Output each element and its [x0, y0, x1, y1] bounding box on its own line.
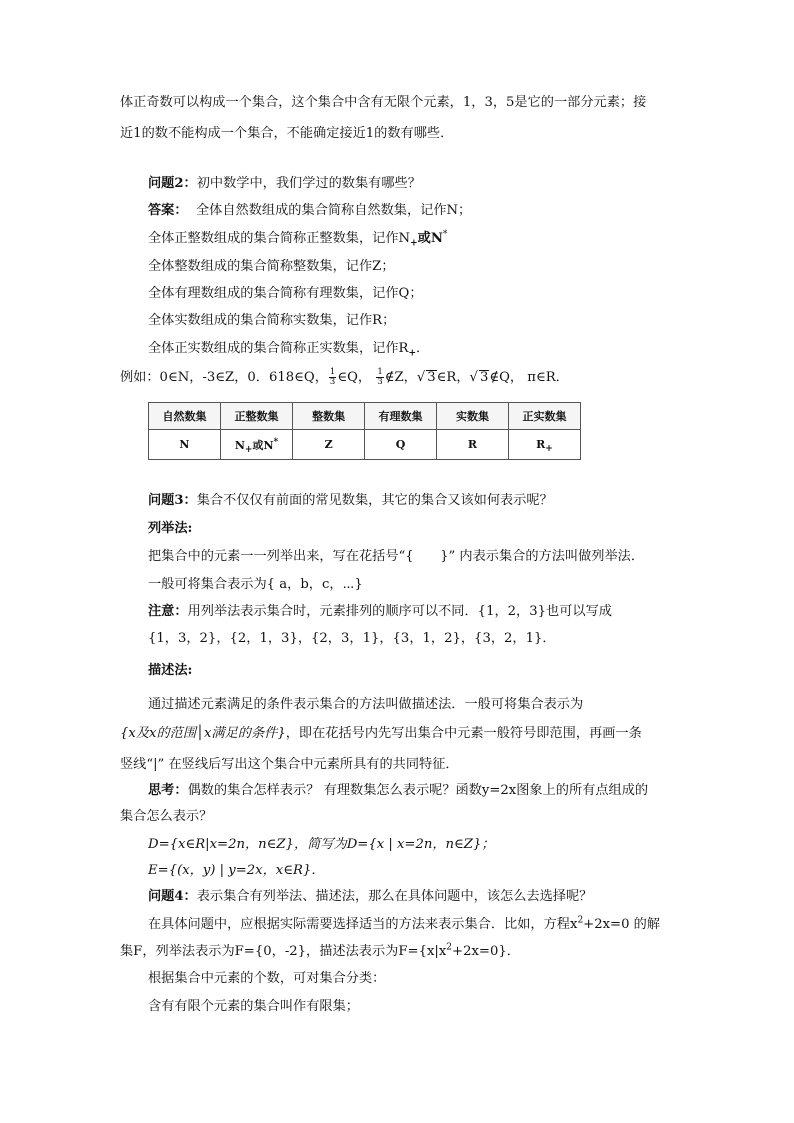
- table-cell: Q: [365, 430, 437, 460]
- fraction-one-third-2: [376, 368, 383, 387]
- permutations-line: {1，3，2}，{2，1，3}，{2，3，1}，{3，1，2}，{3，2，1}．: [148, 631, 556, 646]
- think-text: 偶数的集合怎样表示？ 有理数集怎么表示呢？函数y=2x图象上的所有点组成的: [187, 783, 649, 798]
- example-part-d: ∈R，: [436, 370, 470, 385]
- question-2-text: 初中数学中，我们学过的数集有哪些？: [196, 176, 421, 191]
- number-sets-table: [148, 402, 581, 460]
- question-3-text: 集合不仅仅有前面的常见数集，其它的集合又该如何表示呢？: [196, 493, 553, 508]
- answer-text: 全体自然数组成的集合简称自然数集，记作N；: [195, 203, 472, 218]
- table-header-row: [149, 403, 581, 430]
- think-label: 思考：: [148, 783, 188, 798]
- q4-paragraph-1: [148, 916, 660, 934]
- star-superscript: *: [442, 229, 448, 240]
- question-3-label: 问题3：: [148, 493, 197, 508]
- answer-line: [148, 202, 471, 220]
- table-cell: R: [437, 430, 509, 460]
- question-4-label: 问题4：: [148, 889, 197, 904]
- sqrt-three-2: 3: [479, 370, 489, 385]
- sqrt-three: 3: [427, 370, 436, 385]
- table-header-cell: 整数集: [293, 403, 365, 430]
- positive-integer-line: [148, 230, 447, 248]
- table-header-cell: 正实数集: [508, 403, 580, 430]
- note-label: 注意：: [148, 604, 188, 619]
- table-row: [149, 430, 581, 460]
- rational-line: 全体有理数组成的集合简称有理数集，记作Q；: [148, 286, 423, 301]
- table-or-n: 或N: [252, 438, 274, 452]
- example-part-e: ∉Q， π∈R．: [489, 370, 569, 385]
- table-cell-positive-integer: [220, 430, 292, 460]
- question-3: [148, 492, 553, 510]
- description-line-3: 竖线“|” 在竖线后写出这个集合中元素所具有的共同特征．: [120, 757, 459, 772]
- q4-p1-text: 在具体问题中，应根据实际需要选择适当的方法来表示集合．比如，方程x: [148, 917, 578, 932]
- fraction-numerator: 1: [329, 367, 336, 377]
- description-line-2: [120, 725, 642, 743]
- q4-p2-end: +2x=0}．: [452, 944, 520, 959]
- table-header-cell: 实数集: [437, 403, 509, 430]
- square-superscript-2: 2: [446, 942, 453, 953]
- example-part-b: ∈Q，: [337, 370, 372, 385]
- question-2: [148, 175, 421, 193]
- set-e-definition: E={(x，y) | y=2x，x∈R}．: [148, 863, 325, 878]
- square-superscript: 2: [577, 915, 584, 926]
- intro-line-1: 体正奇数可以构成一个集合，这个集合中含有无限个元素，1，3，5是它的一部分元素；接: [120, 95, 647, 110]
- plus-subscript: +: [410, 238, 418, 249]
- answer-label: 答案：: [148, 203, 188, 218]
- or-n-text: 或N: [417, 231, 443, 246]
- positive-real-line: [148, 340, 429, 358]
- period: ．: [416, 341, 430, 356]
- plus-subscript-r: +: [408, 348, 417, 359]
- table-cell: N: [149, 430, 221, 460]
- example-part-c: ∉Z，: [384, 370, 417, 385]
- table-cell-r: R: [536, 438, 546, 451]
- set-builder-form: {x及x的范围│x满足的条件}: [120, 726, 286, 741]
- positive-integer-text: 全体正整数组成的集合简称正整数集，记作N: [148, 231, 411, 246]
- q4-p2-text: 集F，列举法表示为F={0，-2}，描述法表示为F={x|x: [120, 944, 447, 959]
- note-text: 用列举法表示集合时，元素排列的顺序可以不同．{1，2，3}也可以写成: [187, 604, 612, 619]
- classification-line: 根据集合中元素的个数，可对集合分类：: [148, 971, 386, 986]
- question-4: [148, 888, 592, 906]
- fraction-denominator: 3: [329, 377, 336, 387]
- list-method-form: 一般可将集合表示为{ a，b，c，⋯}: [148, 577, 363, 592]
- fraction-one-third: [329, 368, 336, 387]
- table-star-sup: *: [273, 436, 279, 447]
- description-line-1: 通过描述元素满足的条件表示集合的方法叫做描述法．一般可将集合表示为: [148, 697, 584, 712]
- question-4-text: 表示集合有列举法、描述法，那么在具体问题中，该怎么去选择呢？: [196, 889, 593, 904]
- fraction-numerator-2: 1: [377, 367, 383, 377]
- q4-p1-end: +2x=0 的解: [583, 917, 661, 932]
- intro-line-2: 近1的数不能构成一个集合，不能确定接近1的数有哪些．: [120, 126, 454, 141]
- table-cell-n: N: [234, 438, 245, 452]
- note-line: [148, 603, 612, 621]
- positive-real-text: 全体正实数组成的集合简称正实数集，记作R: [148, 341, 409, 356]
- think-line-2: 集合怎么表示？: [120, 809, 213, 824]
- list-method-title: 列举法:: [148, 521, 193, 536]
- description-method-title: 描述法:: [148, 663, 193, 678]
- think-line: [148, 782, 648, 800]
- table-plus-sub: +: [244, 444, 253, 455]
- list-method-definition: 把集合中的元素一一列举出来，写在花括号“{ }” 内表示集合的方法叫做列举法．: [148, 549, 645, 564]
- q4-paragraph-2: [120, 943, 520, 961]
- table-header-cell: 正整数集: [220, 403, 292, 430]
- integer-line: 全体整数组成的集合简称整数集，记作Z；: [148, 259, 395, 274]
- table-cell-positive-real: [508, 430, 580, 460]
- finite-set-line: 含有有限个元素的集合叫作有限集；: [148, 999, 359, 1014]
- set-d-definition: D={x∈R|x=2n，n∈Z}，简写为D={x | x=2n，n∈Z}；: [148, 837, 495, 852]
- fraction-denominator-2: 3: [377, 377, 383, 387]
- table-header-cell: 自然数集: [149, 403, 221, 430]
- example-part-a: 例如：0∈N，-3∈Z，0．618∈Q，: [120, 370, 328, 385]
- question-2-label: 问题2：: [148, 176, 197, 191]
- table-header-cell: 有理数集: [365, 403, 437, 430]
- table-plus-sub-r: +: [545, 444, 553, 455]
- real-line: 全体实数组成的集合简称实数集，记作R；: [148, 313, 396, 328]
- table-cell: Z: [293, 430, 365, 460]
- example-line: 例如：0∈N，-3∈Z，0．618∈Q， $\frac{1}{3}$ ∈Q， $\frac{1}{3}$ ∉Z，√ 3∈R，√ 3∉Q， π∈R．: [120, 367, 569, 387]
- description-line-2-text: ，即在花括号内先写出集合中元素一般符号即范围，再画一条: [285, 726, 642, 741]
